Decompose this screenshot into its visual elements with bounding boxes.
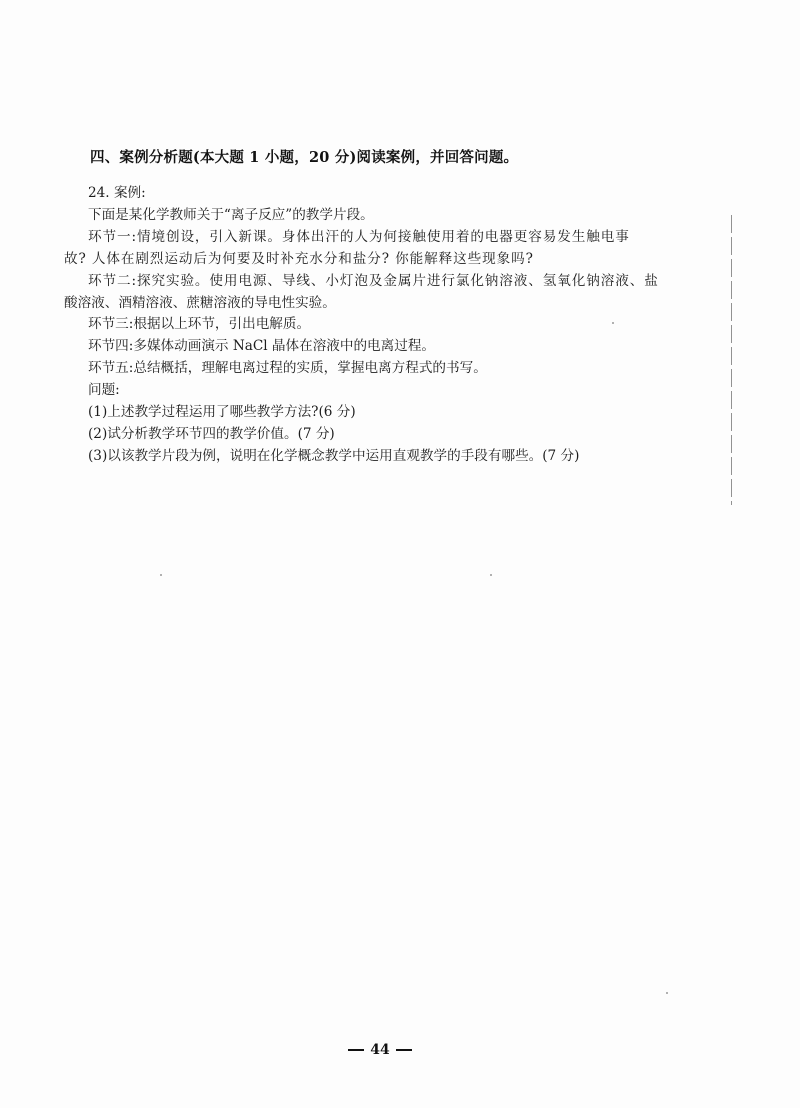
dash-right (396, 1049, 412, 1051)
section-heading: 四、案例分析题(本大题 1 小题，20 分)阅读案例，并回答问题。 (90, 149, 519, 166)
subquestion-3: (3)以该教学片段为例，说明在化学概念教学中运用直观教学的手段有哪些。(7 分) (88, 447, 580, 464)
case-line-4: 酸溶液、酒精溶液、蔗糖溶液的导电性实验。 (64, 294, 336, 311)
case-line-7: 环节五:总结概括，理解电离过程的实质，掌握电离方程式的书写。 (88, 360, 487, 377)
scan-speck (666, 992, 668, 994)
question-prompt-label: 问题: (88, 382, 120, 399)
dash-left (348, 1049, 364, 1051)
case-line-5: 环节三:根据以上环节，引出电解质。 (88, 316, 311, 333)
subquestion-1: (1)上述教学过程运用了哪些教学方法?(6 分) (88, 404, 356, 421)
case-line-6: 环节四:多媒体动画演示 NaCl 晶体在溶液中的电离过程。 (88, 338, 436, 355)
case-line-3: 环节二:探究实验。使用电源、导线、小灯泡及金属片进行氯化钠溶液、氢氧化钠溶液、盐 (88, 272, 659, 289)
scan-speck (612, 322, 614, 324)
case-question-block (64, 183, 684, 468)
page-number: 44 (370, 1042, 390, 1058)
case-line-1: 环节一:情境创设，引入新课。身体出汗的人为何接触使用着的电器更容易发生触电事 (88, 228, 630, 245)
page-number-footer (0, 1042, 760, 1058)
question-number-label: 24. 案例: (88, 185, 146, 201)
case-intro: 下面是某化学教师关于“离子反应”的教学片段。 (88, 206, 374, 223)
case-line-2: 故? 人体在剧烈运动后为何要及时补充水分和盐分? 你能解释这些现象吗? (64, 250, 534, 267)
scan-speck (490, 574, 492, 576)
scan-speck (160, 574, 162, 576)
subquestion-2: (2)试分析教学环节四的教学价值。(7 分) (88, 425, 335, 442)
scan-margin-line (731, 215, 732, 505)
